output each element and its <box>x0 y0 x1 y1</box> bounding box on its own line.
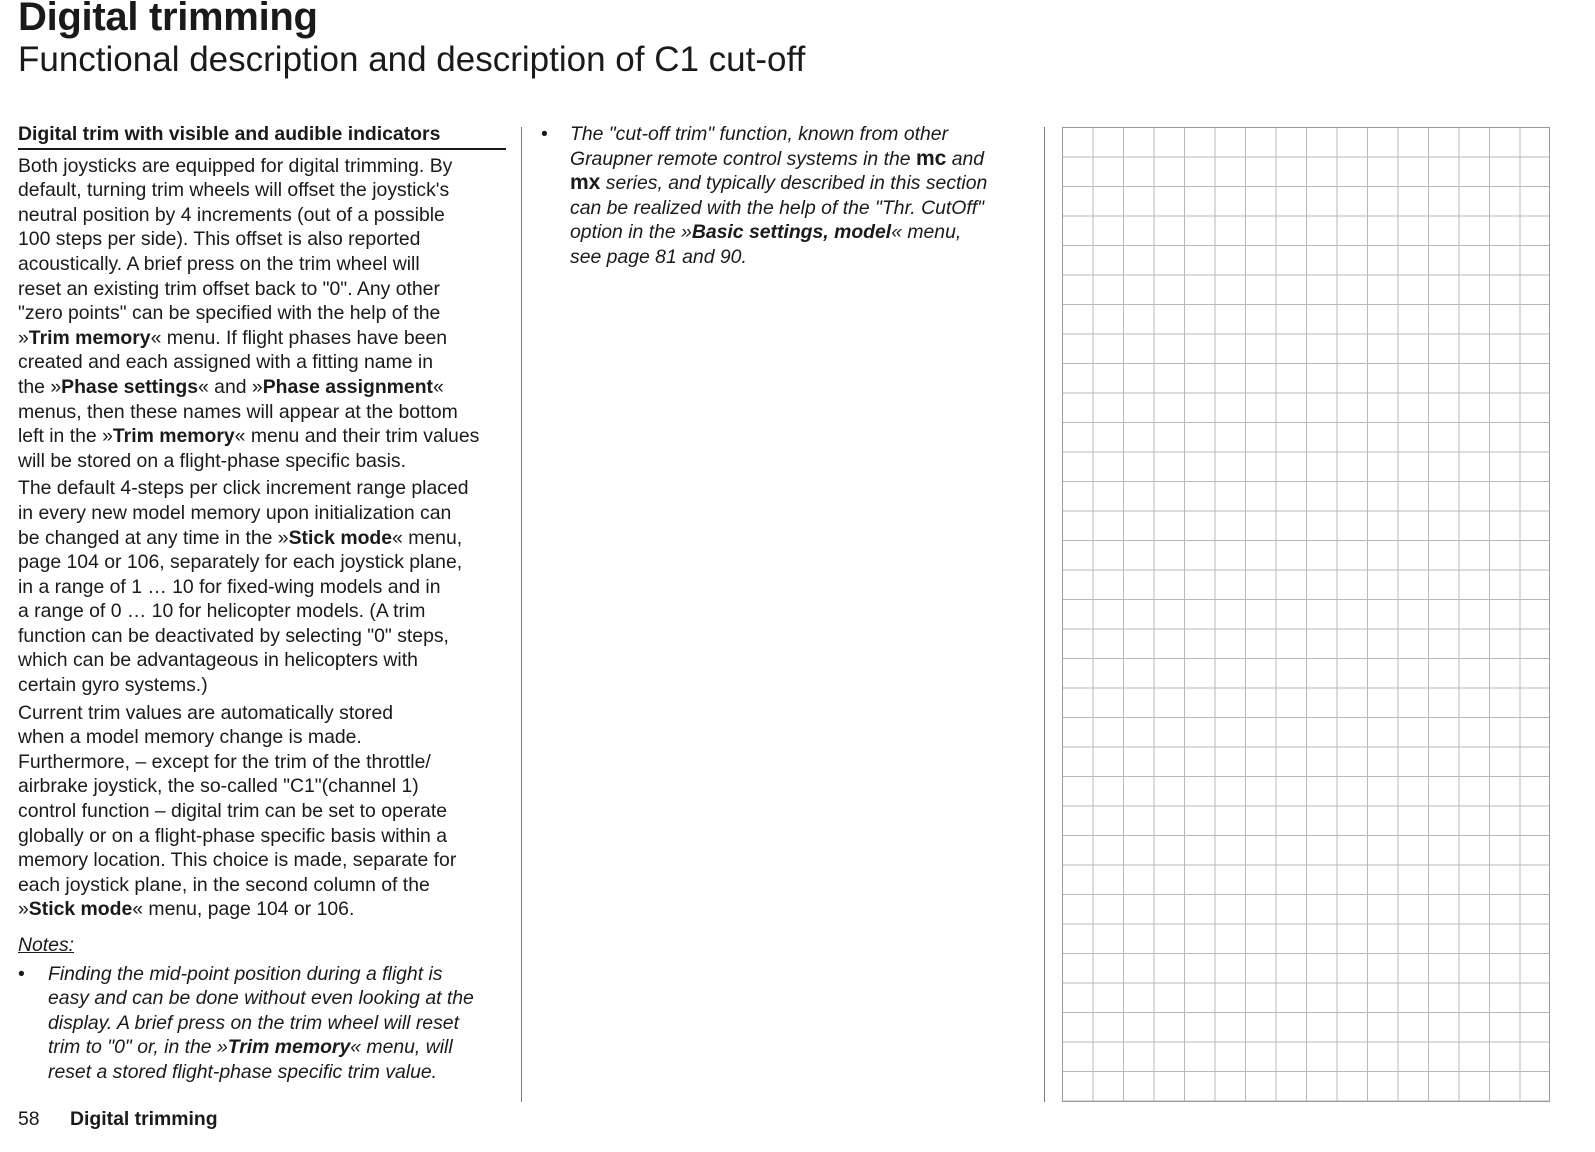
brand-mx: mx <box>570 171 601 195</box>
paragraph-trim-storage <box>18 701 506 922</box>
notes-heading: Notes: <box>18 934 75 956</box>
section-heading: Digital trim with visible and audible indicators <box>18 122 506 150</box>
menu-name-stick-mode: Stick mode <box>288 526 393 549</box>
paragraph-trim-offset <box>18 154 506 474</box>
note-item <box>541 122 1021 270</box>
page-footer <box>18 1106 218 1132</box>
menu-name-trim-memory: Trim memory <box>227 1036 351 1059</box>
text-run: The default 4-steps per click increment range placed in every new model memory upon initialization can be changed at any time in the » <box>18 477 469 549</box>
text-run: Both joysticks are equipped for digital trimming. By default, turning trim wheels will offset the joystick's neutral position by 4 increments (out of a possible 100 steps per side). This offset is also reported acoustically. A brief press on the trim wheel will reset an existing trim offset back to "0". Any other "zero points" can be specified with the help of the » <box>18 154 453 349</box>
brand-mc: mc <box>915 146 947 170</box>
menu-name-stick-mode: Stick mode <box>28 898 133 921</box>
text-run: « menu, see page 81 and 90. <box>570 221 962 268</box>
bullet-icon: • <box>541 123 548 145</box>
text-run: and <box>951 147 985 170</box>
menu-name-phase-settings: Phase settings <box>61 375 199 398</box>
note-grid <box>1062 127 1550 1102</box>
page-number: 58 <box>18 1108 40 1130</box>
middle-text-column <box>541 122 1021 270</box>
page-title: Digital trimming <box>18 0 318 39</box>
text-run: « menu, page 104 or 106. <box>132 898 355 921</box>
text-run: « menus, then these names will appear at the bottom left in the » <box>18 375 458 448</box>
text-run: series, and typically described in this section can be realized with the help of the "Thr. CutOff" option in the » <box>570 172 988 244</box>
menu-name-phase-assignment: Phase assignment <box>262 375 433 398</box>
text-run: « menu, will reset a stored flight-phase specific trim value. <box>48 1036 453 1083</box>
paragraph-increment-range <box>18 476 506 697</box>
text-run: Current trim values are automatically stored when a model memory change is made. Furthermore, – except for the trim of the throttle/ airbrake joystick, the so-called "C1"(channel 1) control function – digital trim can be set to operate globally or on a flight-phase specific basis within a memory location. This choice is made, separate for each joystick plane, in the second column of the » <box>18 701 457 921</box>
text-run: « and » <box>198 375 263 398</box>
left-text-column <box>18 122 506 1085</box>
footer-section-title: Digital trimming <box>70 1108 218 1130</box>
bullet-icon: • <box>18 962 25 985</box>
column-divider <box>1044 127 1045 1102</box>
menu-name-trim-memory: Trim memory <box>112 425 235 448</box>
page-subtitle: Functional description and description of C1 cut-off <box>18 40 806 79</box>
column-divider <box>521 127 522 1102</box>
text-run: The "cut-off trim" function, known from other Graupner remote control systems in the <box>570 123 949 170</box>
text-run: « menu and their trim values will be stored on a flight-phase specific basis. <box>18 425 480 472</box>
text-run: Finding the mid-point position during a flight is easy and can be done without even looking at the display. A brief press on the trim wheel will reset trim to "0" or, in the » <box>48 962 474 1059</box>
menu-name-trim-memory: Trim memory <box>28 326 151 349</box>
menu-name-basic-settings-model: Basic settings, model <box>691 221 892 244</box>
text-run: « menu, page 104 or 106, separately for each joystick plane, in a range of 1 … 10 for fixed-wing models and in a range of 0 … 10 for helicopter models. (A trim function can be deactivated by selecting "0" steps, which can be advantageous in helicopters with certain gyro systems.) <box>18 526 463 697</box>
text-run: « menu. If flight phases have been created and each assigned with a fitting name in the » <box>18 326 448 398</box>
note-item <box>18 962 506 1085</box>
